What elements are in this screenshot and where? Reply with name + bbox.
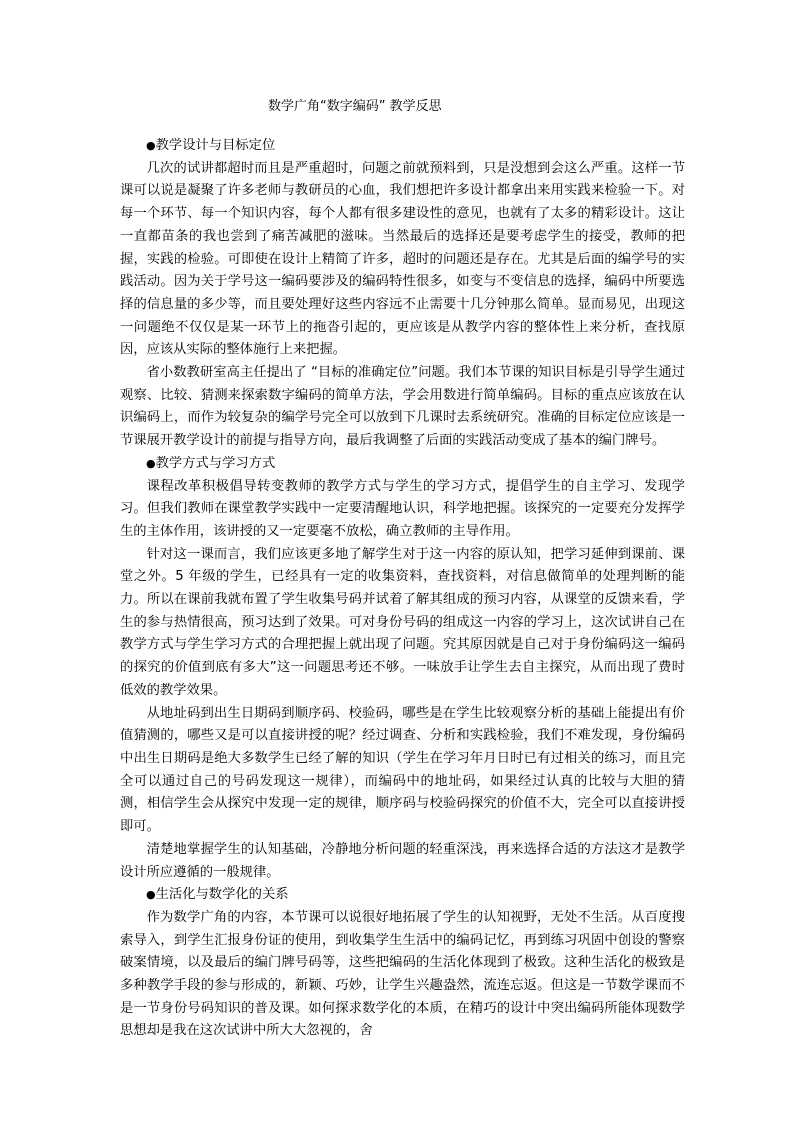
section-heading-text: 生活化与数学化的关系 xyxy=(155,887,289,903)
bullet-icon: ● xyxy=(146,888,156,902)
paragraph: 省小数教研室高主任提出了 “目标的准确定位”问题。我们本节课的知识目标是引导学生通过观察、比较、猜测来探索数字编码的简单方法，学会用数进行简单编码。目标的重点应该放在认识编码上，而作为较复杂的编学号完全可以放到下几课时去系统研究。准确的目标定位应该是一节课展开教学设计的前提与指导方向，最后我调整了后面的实践活动变成了基本的编门牌号。 xyxy=(120,365,685,449)
section-heading xyxy=(120,884,685,907)
bullet-icon: ● xyxy=(146,139,156,152)
paragraph: 清楚地掌握学生的认知基础，冷静地分析问题的轻重深浅，再来选择合适的方法这才是教学设计所应遵循的一般规律。 xyxy=(120,841,685,880)
section-heading-text: 教学方式与学习方式 xyxy=(155,455,276,471)
paragraph: 课程改革积极倡导转变教师的教学方式与学生的学习方式，提倡学生的自主学习、发现学习。但我们教师在课堂教学实践中一定要清醒地认识，科学地把握。该探究的一定要充分发挥学生的主体作用，该讲授的又一定要毫不放松，确立教师的主导作用。 xyxy=(120,478,685,539)
paragraph: 从地址码到出生日期码到顺序码、校验码，哪些是在学生比较观察分析的基础上能提出有价值猜测的，哪些又是可以直接讲授的呢？经过调查、分析和实践检验，我们不难发现，身份编码中出生日期码是绝大多数学生已经了解的知识（学生在学习年月日时已有过相关的练习，而且完全可以通过自己的号码发现这一规律），而编码中的地址码，如果经过认真的比较与大胆的猜测，相信学生会从探究中发现一定的规律，顺序码与校验码探究的价值不大，完全可以直接讲授即可。 xyxy=(120,705,685,835)
document-title: 数学广角“数字编码” 教学反思 xyxy=(268,99,442,114)
bullet-icon: ● xyxy=(146,456,156,470)
document-body xyxy=(120,135,685,1043)
section-heading xyxy=(120,135,685,158)
section-heading xyxy=(120,453,685,476)
section-heading-text: 教学设计与目标定位 xyxy=(155,138,276,153)
paragraph: 针对这一课而言，我们应该更多地了解学生对于这一内容的原认知，把学习延伸到课前、课堂之外。5 年级的学生，已经具有一定的收集资料，查找资料，对信息做简单的处理判断的能力。所以在课前我就布置了学生收集号码并试着了解其组成的预习内容，从课堂的反馈来看，学生的参与热情很高，预习达到了效果。可对身份号码的组成这一内容的学习上，这次试讲自己在教学方式与学生学习方式的合理把握上就出现了问题。究其原因就是自己对于身份编码这一编码的探究的价值到底有多大”这一问题思考还不够。一味放手让学生去自主探究，从而出现了费时低效的教学效果。 xyxy=(120,546,685,698)
paragraph: 作为数学广角的内容，本节课可以说很好地拓展了学生的认知视野，无处不生活。从百度搜索导入，到学生汇报身份证的使用，到收集学生生活中的编码记忆，再到练习巩固中创设的警察破案情境，以及最后的编门牌号码等，这些把编码的生活化体现到了极致。这种生活化的极致是多种教学手段的参与形成的，新颖、巧妙，让学生兴趣盎然，流连忘返。但这是一节数学课而不是一节身份号码知识的普及课。如何探求数学化的本质，在精巧的设计中突出编码所能体现数学思想却是我在这次试讲中所大大忽视的，舍 xyxy=(120,909,685,1039)
paragraph: 几次的试讲都超时而且是严重超时，问题之前就预料到，只是没想到会这么严重。这样一节课可以说是凝聚了许多老师与教研员的心血，我们想把许多设计都拿出来用实践来检验一下。对每一个环节、每一个知识内容，每个人都有很多建设性的意见，也就有了太多的精彩设计。这让一直都苗条的我也尝到了痛苦减肥的滋味。当然最后的选择还是要考虑学生的接受，教师的把握，实践的检验。可即使在设计上精简了许多，超时的问题还是存在。尤其是后面的编学号的实践活动。因为关于学号这一编码要涉及的编码特性很多，如变与不变信息的选择，编码中所要选择的信息量的多少等，而且要处理好这些内容远不止需要十几分钟那么简单。显而易见，出现这一问题绝不仅仅是某一环节上的拖沓引起的，更应该是从教学内容的整体性上来分析，查找原因，应该从实际的整体施行上来把握。 xyxy=(120,160,685,358)
